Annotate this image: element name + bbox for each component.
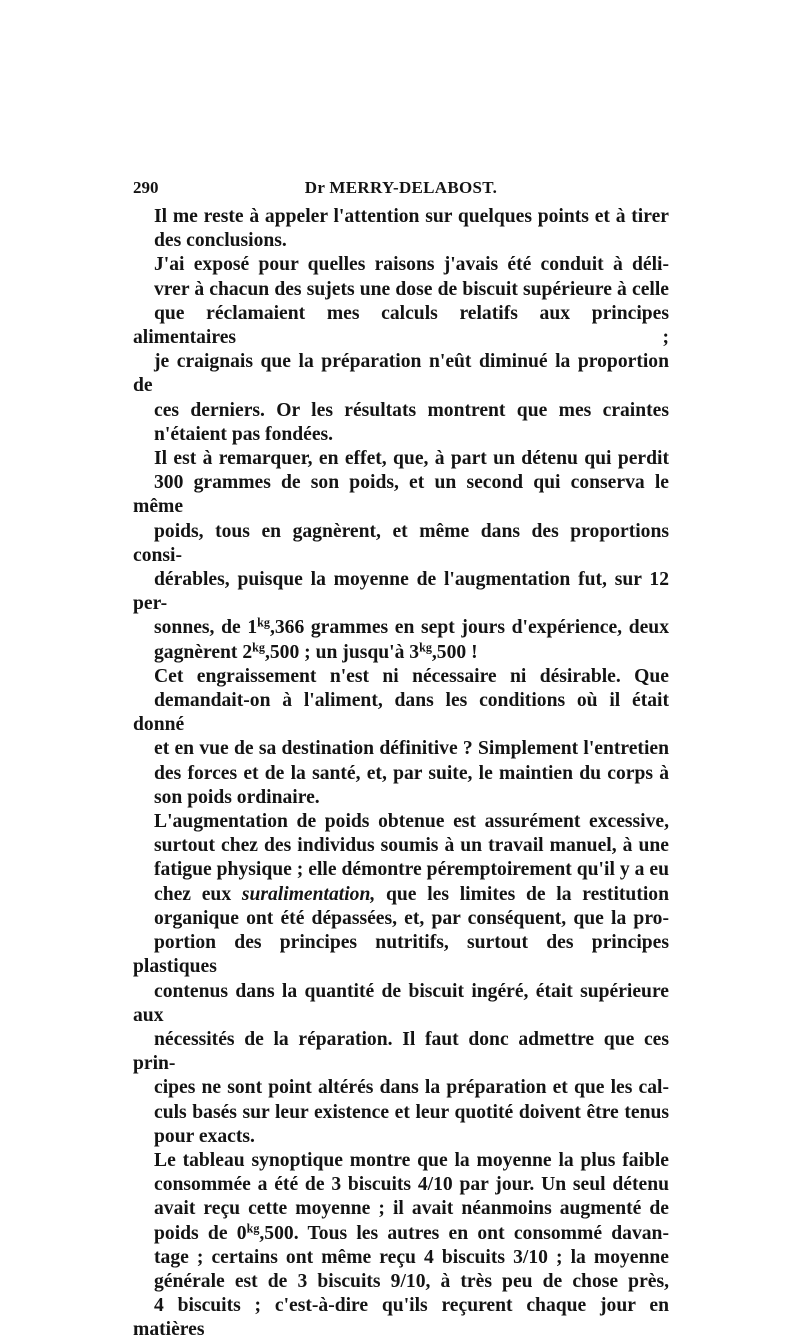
paragraph-4 <box>133 665 669 810</box>
unit-superscript: kg <box>257 615 270 630</box>
text-line: Il me reste à appeler l'attention sur quelques points et à tirer <box>154 206 669 227</box>
text-line: surtout chez des individus soumis à un travail manuel, à une <box>154 835 669 857</box>
text-line: organique ont été dépassées, et, par conséquent, que la pro- <box>154 907 669 929</box>
text-line-with-italic <box>133 883 669 907</box>
text-line: cipes ne sont point altérés dans la préparation et que les cal- <box>154 1077 669 1099</box>
text-line: Cet engraissement n'est ni nécessaire ni désirable. Que <box>154 665 669 687</box>
text-line: son poids ordinaire. <box>154 786 320 808</box>
text-fragment: sonnes, de 1 <box>154 617 258 639</box>
running-head: Dr MERRY-DELABOST. <box>304 178 498 197</box>
text-fragment: ,500. Tous les autres en ont consommé davan- <box>259 1222 669 1244</box>
text-line: je craignais que la préparation n'eût diminué la proportion de <box>133 351 669 397</box>
text-line: L'augmentation de poids obtenue est assurément excessive, <box>154 811 669 833</box>
text-fragment: gagnèrent 2 <box>154 641 253 663</box>
text-fragment: ,500 ! <box>431 641 478 663</box>
text-fragment: chez eux <box>154 883 242 905</box>
text-line: contenus dans la quantité de biscuit ingéré, était supérieure aux <box>133 980 669 1026</box>
text-line: demandait-on à l'aliment, dans les conditions où il était donné <box>133 690 669 736</box>
text-line: Le tableau synoptique montre que la moyenne la plus faible <box>154 1149 669 1171</box>
text-line: ces derniers. Or les résultats montrent que mes craintes <box>154 399 669 421</box>
paragraph-5 <box>133 810 669 1149</box>
text-line: générale est de 3 biscuits 9/10, à très peu de chose près, <box>154 1270 669 1292</box>
paragraph-6 <box>133 1149 669 1343</box>
text-fragment: que les limites de la restitution <box>375 883 669 905</box>
text-line: des forces et de la santé, et, par suite, le maintien du corps à <box>154 762 669 784</box>
paragraph-3 <box>133 447 669 665</box>
italic-term: suralimentation, <box>241 883 376 905</box>
unit-superscript: kg <box>252 639 265 654</box>
text-fragment: ,366 grammes en sept jours d'expérience, deux <box>269 617 669 639</box>
text-line: Il est à remarquer, en effet, que, à part un détenu qui perdit <box>154 448 669 470</box>
text-line: culs basés sur leur existence et leur quotité doivent être tenus <box>154 1101 669 1123</box>
text-line: avait reçu cette moyenne ; il avait néanmoins augmenté de <box>154 1198 669 1220</box>
text-line: poids, tous en gagnèrent, et même dans des proportions consi- <box>133 520 669 566</box>
text-line: J'ai exposé pour quelles raisons j'avais été conduit à déli- <box>154 254 669 276</box>
paragraph-2 <box>133 253 669 447</box>
text-line: dérables, puisque la moyenne de l'augmentation fut, sur 12 per- <box>133 569 669 615</box>
text-line-with-unit <box>133 616 669 640</box>
text-line-with-unit <box>133 1222 669 1246</box>
text-fragment: ,500 ; un jusqu'à 3 <box>264 641 420 663</box>
text-line: tage ; certains ont même reçu 4 biscuits 3/10 ; la moyenne <box>154 1246 669 1268</box>
text-line: que réclamaient mes calculs relatifs aux principes alimentaires ; <box>133 302 669 349</box>
unit-superscript: kg <box>419 639 432 654</box>
text-line: vrer à chacun des sujets une dose de biscuit supérieure à celle <box>154 278 669 300</box>
text-line: consommée a été de 3 biscuits 4/10 par jour. Un seul détenu <box>154 1174 669 1196</box>
page-header <box>133 178 669 204</box>
text-line: n'étaient pas fondées. <box>154 423 334 445</box>
text-line: portion des principes nutritifs, surtout des principes plastiques <box>133 932 669 978</box>
page-body <box>133 205 669 1343</box>
text-line-with-unit <box>133 641 669 665</box>
text-line: 300 grammes de son poids, et un second qui conserva le même <box>133 472 669 518</box>
text-line: des conclusions. <box>154 230 287 252</box>
paragraph-1 <box>133 205 669 253</box>
text-line: fatigue physique ; elle démontre péremptoirement qu'il y a eu <box>154 859 669 881</box>
text-line: 4 biscuits ; c'est-à-dire qu'ils reçurent chaque jour en matières <box>133 1295 669 1341</box>
page-number: 290 <box>133 178 159 197</box>
text-line: et en vue de sa destination définitive ? Simplement l'entretien <box>154 738 669 760</box>
unit-superscript: kg <box>246 1220 260 1235</box>
text-fragment: poids de 0 <box>154 1222 247 1244</box>
text-line: pour exacts. <box>154 1125 255 1147</box>
text-line: nécessités de la réparation. Il faut donc admettre que ces prin- <box>133 1028 669 1075</box>
